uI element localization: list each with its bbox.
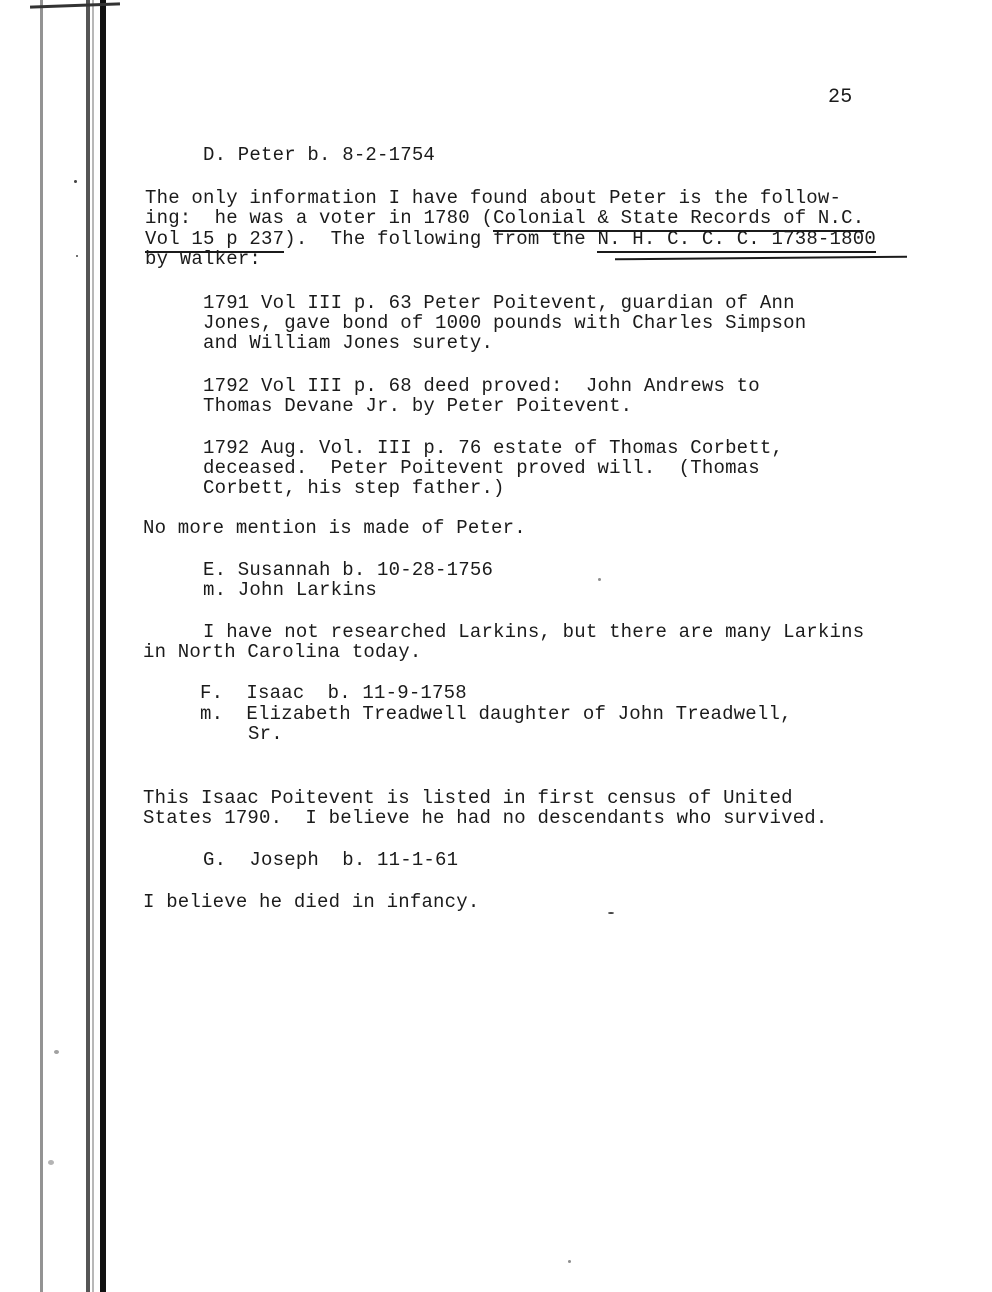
text-line: This Isaac Poitevent is listed in first census of United (143, 787, 793, 809)
para-peter-line (145, 208, 864, 228)
heading-d-peter: D. Peter b. 8-2-1754 (203, 144, 436, 166)
citation-nhccc: N. H. C. C. C. 1738-1800 (597, 228, 875, 253)
entry-line: Thomas Devane Jr. by Peter Poitevent. (203, 395, 633, 417)
text-line: in North Carolina today. (143, 641, 422, 663)
scan-speck (608, 912, 614, 914)
heading-f-spouse-cont: Sr. (248, 723, 283, 745)
text-line: I believe he died in infancy. (143, 891, 480, 913)
entry-line: Corbett, his step father.) (203, 477, 505, 499)
para-peter-line: The only information I have found about Peter is the follow- (145, 187, 842, 209)
citation-volume: Vol 15 p 237 (145, 228, 284, 253)
heading-e-susannah: E. Susannah b. 10-28-1756 (203, 559, 494, 581)
entry-line: 1792 Aug. Vol. III p. 76 estate of Thomas Corbett, (203, 437, 784, 459)
text-line: No more mention is made of Peter. (143, 517, 526, 539)
citation-colonial-records: Colonial & State Records of N.C. (493, 207, 864, 232)
page-number: 25 (828, 86, 853, 109)
scan-speck (76, 255, 78, 257)
entry-line: 1792 Vol III p. 68 deed proved: John Andrews to (203, 375, 760, 397)
entry-line: Jones, gave bond of 1000 pounds with Charles Simpson (203, 312, 807, 334)
text-line: States 1790. I believe he had no descendants who survived. (143, 807, 828, 829)
binding-line (40, 0, 43, 1292)
heading-f-isaac: F. Isaac b. 11-9-1758 (200, 682, 467, 704)
heading-f-spouse: m. Elizabeth Treadwell daughter of John Treadwell, (200, 703, 792, 725)
entry-line: and William Jones surety. (203, 332, 494, 354)
heading-g-joseph: G. Joseph b. 11-1-61 (203, 849, 459, 871)
scan-speck (48, 1160, 54, 1165)
binding-line (86, 0, 90, 1292)
binding-line (100, 0, 106, 1292)
scan-speck (598, 578, 601, 581)
heading-e-spouse: m. John Larkins (203, 579, 378, 601)
scan-speck (74, 180, 77, 183)
text-span: ing: he was a voter in 1780 ( (145, 207, 494, 229)
para-peter-line: by Walker: (145, 248, 262, 270)
text-line: I have not researched Larkins, but there are many Larkins (203, 621, 865, 643)
binding-line (92, 0, 94, 1292)
entry-line: 1791 Vol III p. 63 Peter Poitevent, guardian of Ann (203, 292, 795, 314)
scan-speck (568, 1260, 571, 1263)
scan-speck (54, 1050, 59, 1054)
binding-edge (34, 0, 114, 1292)
underline-stroke (615, 256, 907, 261)
text-span: ). The following from the (284, 228, 598, 250)
para-peter-line (145, 229, 876, 249)
entry-line: deceased. Peter Poitevent proved will. (Thomas (203, 457, 760, 479)
